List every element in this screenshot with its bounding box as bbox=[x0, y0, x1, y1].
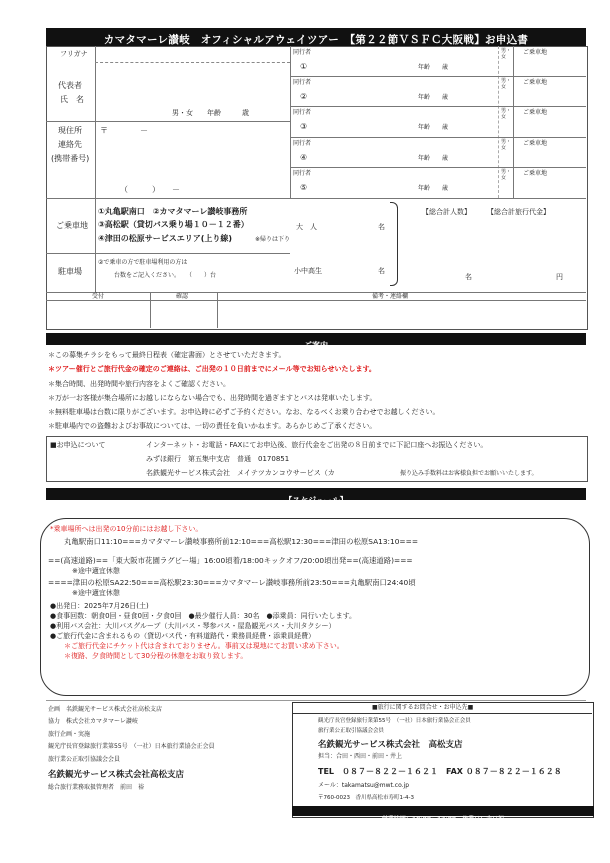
apply-line-3: 名鉄観光サービス株式会社 メイテツカンコウサービス（カ bbox=[146, 469, 335, 477]
apply-line-1: インターネット・お電話・FAXにてお申込後、旅行代金をご出発の８日前までに下記口座へお振込ください。 bbox=[146, 441, 488, 449]
companion-boarding-3: ご乗車地 bbox=[523, 109, 548, 116]
name-label: 氏 名 bbox=[60, 95, 84, 104]
total-price-unit: 円 bbox=[556, 273, 563, 281]
rep-gender-age: 男・女 年齢 歳 bbox=[172, 109, 249, 117]
guide-item-6: ＊駐車場内での盗難およびお事故については、一切の責任を負いかねます。あらかじめご了承ください。 bbox=[48, 422, 377, 430]
companion-boarding-4: ご乗車地 bbox=[523, 140, 548, 147]
schedule-line-5: ※途中適宜休憩 bbox=[72, 589, 120, 597]
companion-boarding-5: ご乗車地 bbox=[523, 170, 548, 177]
brace bbox=[390, 202, 398, 286]
companion-number-2: ② bbox=[300, 92, 308, 101]
companion-age-1: 年齢 歳 bbox=[418, 64, 449, 71]
schedule-red-note-2: ＊復路、夕食時間として30分程の休憩をお取り致します。 bbox=[64, 652, 248, 660]
companion-boarding-1: ご乗車地 bbox=[523, 49, 548, 56]
schedule-line-1: 丸亀駅南口11:10===カマタマーレ讃岐事務所前12:10===高松駅12:30===津田の松原SA13:10=== bbox=[64, 537, 419, 546]
furigana-label: フリガナ bbox=[60, 50, 88, 58]
companion-age-5: 年齢 歳 bbox=[418, 185, 449, 192]
companion-gender-5: 男・女 bbox=[501, 169, 512, 181]
companion-gender-2: 男・女 bbox=[501, 78, 512, 90]
companion-boarding-2: ご乗車地 bbox=[523, 79, 548, 86]
companion-label-3: 同行者 bbox=[293, 109, 312, 116]
footer-plan: 企画 名鉄観光サービス株式会社高松支店 bbox=[48, 706, 163, 713]
total-people-unit: 名 bbox=[465, 273, 472, 281]
companion-gender-3: 男・女 bbox=[501, 108, 512, 120]
schedule-info-1: ●出発日：2025年7月26日(土) bbox=[50, 602, 149, 610]
footer-coop: 協力 株式会社カマタマーレ讃岐 bbox=[48, 718, 138, 725]
companion-number-5: ⑤ bbox=[300, 183, 308, 192]
boarding-option-3: ④津田の松原サービスエリア(上り線) bbox=[98, 234, 233, 243]
footer-company: 名鉄観光サービス株式会社高松支店 bbox=[48, 770, 185, 780]
companion-gender-1: 男・女 bbox=[501, 48, 512, 60]
companion-number-4: ④ bbox=[300, 153, 308, 162]
apply-label: ■お申込について bbox=[50, 441, 106, 449]
guide-title-bar bbox=[46, 333, 586, 350]
apply-line-2: みずほ銀行 第五集中支店 普通 0170851 bbox=[146, 455, 290, 463]
boarding-option-2: ③高松駅（貸切バス乗り場１０－１２番） bbox=[98, 220, 249, 229]
postal-field[interactable]: 〒 － bbox=[100, 126, 148, 135]
remarks-label: 備考・連絡欄 bbox=[372, 293, 409, 300]
boarding-note: ※帰りは下り bbox=[255, 236, 291, 243]
parking-text-2: 台数をご記入ください。 （ ）台 bbox=[114, 272, 217, 279]
contact-label: 連絡先 bbox=[58, 140, 82, 149]
footer-reg: 観光庁長官登録旅行業第55号 （一社）日本旅行業協会正会員 bbox=[48, 743, 215, 750]
contact-reg: 観光庁長官登録旅行業第55号 （一社）日本旅行業協会正会員 bbox=[318, 718, 471, 724]
apply-line-3-note: 振り込み手数料はお客様負担でお願いいたします。 bbox=[400, 470, 538, 477]
schedule-line-2: ==(高速道路)==「東大阪市花園ラグビー場」16:00頃着/18:00キックオフ/20:00頃出発==(高速道路)=== bbox=[48, 556, 413, 565]
phone-field[interactable]: （ ） － bbox=[120, 185, 180, 194]
companion-age-2: 年齢 歳 bbox=[418, 94, 449, 101]
companion-age-3: 年齢 歳 bbox=[418, 124, 449, 131]
address-label: 現住所 bbox=[58, 126, 82, 135]
contact-email[interactable]: メール：takamatsu@mwt.co.jp bbox=[318, 782, 410, 789]
contact-address: 〒760-0023 香川県高松市寿町1-4-3 bbox=[318, 795, 414, 801]
guide-item-5: ＊無料駐車場は台数に限りがございます。お申込時に必ずご予約ください。なお、なるべくお乗り合わせでお越しください。 bbox=[48, 408, 440, 416]
reception-label: 受付 bbox=[92, 293, 105, 300]
contact-staff: 担当：合田・西田・前田・井上 bbox=[318, 753, 403, 760]
companion-age-4: 年齢 歳 bbox=[418, 155, 449, 162]
hours-bar bbox=[292, 806, 594, 823]
contact-title: ■旅行に関するお問合せ・お申込先■ bbox=[372, 704, 474, 711]
contact-tel-fax: TEL ０８７－８２２－１６２１ FAX ０８７－８２２－１６２８ bbox=[318, 767, 562, 776]
parking-label: 駐車場 bbox=[58, 267, 82, 276]
guide-title: ご案内 bbox=[304, 341, 328, 350]
footer-fair: 旅行業公正取引協議会会員 bbox=[48, 756, 121, 763]
boarding-option-1: ①丸亀駅南口 ②カマタマーレ讃岐事務所 bbox=[98, 207, 248, 216]
page-title: カマタマーレ讃岐 オフィシャルアウェイツアー 【第２２節ＶＳＦＣ大阪戦】お申込書 bbox=[103, 34, 529, 46]
adult-unit: 名 bbox=[378, 223, 385, 231]
companion-label-1: 同行者 bbox=[293, 49, 312, 56]
schedule-title-bar bbox=[46, 488, 586, 505]
companion-label-5: 同行者 bbox=[293, 170, 312, 177]
guide-item-1: ＊この募集チラシをもって最終日程表（確定書面）とさせていただきます。 bbox=[48, 351, 286, 359]
business-hours: 営業時間：10:00〜17:00 休業日：土日祝 bbox=[381, 816, 505, 823]
child-unit: 名 bbox=[378, 267, 385, 275]
total-price-label: 【総合計旅行代金】 bbox=[487, 208, 550, 216]
schedule-info-3: ●利用バス会社：大川バスグループ（大川バス・琴参バス・屋島観光バス・大川タクシー） bbox=[50, 622, 336, 630]
schedule-red-note-1: ＊ご旅行代金にチケット代は含まれておりません。事前又は現地にてお買い求め下さい。 bbox=[64, 642, 344, 650]
page-title-bar bbox=[46, 28, 586, 46]
adult-label: 大 人 bbox=[296, 223, 317, 231]
boarding-label: ご乗車地 bbox=[56, 221, 88, 230]
parking-text-1: ②で乗車の方で駐車場利用の方は bbox=[98, 259, 188, 266]
schedule-title: 【スケジュール】 bbox=[284, 496, 348, 505]
footer-manager: 総合旅行業務取扱管理者 前田 裕 bbox=[48, 784, 145, 791]
child-label: 小中高生 bbox=[294, 267, 322, 275]
contact-company: 名鉄観光サービス株式会社 高松支店 bbox=[318, 740, 463, 750]
companion-number-3: ③ bbox=[300, 122, 308, 131]
guide-item-3: ＊集合時間、出発時間や旅行内容をよくご確認ください。 bbox=[48, 380, 230, 388]
schedule-info-4: ●ご旅行代金に含まれるもの（貸切バス代・有料道路代・乗務員経費・添乗員経費） bbox=[50, 632, 316, 640]
companion-number-1: ① bbox=[300, 62, 308, 71]
schedule-line-4: ====津田の松原SA22:50===高松駅23:30===カマタマーレ讃岐事務所前23:50===丸亀駅南口24:40頃 bbox=[48, 578, 416, 587]
total-people-label: 【総合計人数】 bbox=[422, 208, 471, 216]
confirm-label: 確認 bbox=[176, 293, 189, 300]
guide-item-4: ＊万が一お客様が集合場所にお越しにならない場合でも、出発時間を過ぎますとバスは発車いたします。 bbox=[48, 394, 377, 402]
representative-label: 代表者 bbox=[58, 81, 82, 90]
companion-label-4: 同行者 bbox=[293, 140, 312, 147]
schedule-line-3: ※途中適宜休憩 bbox=[72, 567, 120, 575]
footer-exec: 旅行企画・実施 bbox=[48, 731, 91, 738]
companion-label-2: 同行者 bbox=[293, 79, 312, 86]
schedule-notice: *乗車場所へは出発の10分前にはお越し下さい。 bbox=[50, 525, 203, 533]
guide-item-2: ＊ツアー催行とご旅行代金の確定のご連絡は、ご出発の１０日前までにメール等でお知らせいたします。 bbox=[48, 365, 376, 373]
companion-gender-4: 男・女 bbox=[501, 139, 512, 151]
contact-fair: 旅行業公正取引協議会会員 bbox=[318, 728, 385, 734]
schedule-info-2: ●食事回数：朝食0回・昼食0回・夕食0回 ●最少催行人員：30名 ●添乗員：同行いたします。 bbox=[50, 612, 357, 620]
mobile-label: (携帯番号) bbox=[51, 154, 90, 163]
